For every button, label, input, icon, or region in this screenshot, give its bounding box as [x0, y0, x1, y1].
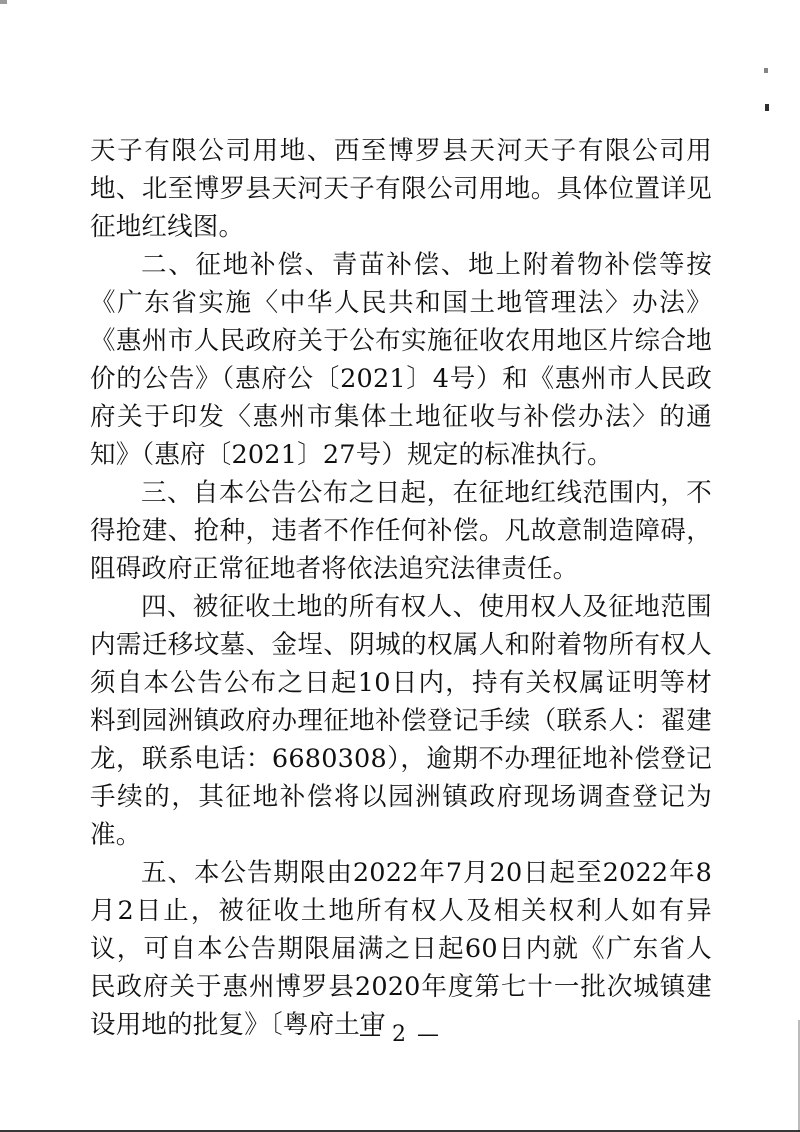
- page-number-footer: — 2 —: [359, 1022, 441, 1047]
- paragraph-item-four-registration-procedure: 四、被征收土地的所有权人、使用权人及征地范围内需迁移坟墓、金埕、阴城的权属人和附着物所有权人须自本公告公布之日起10日内，持有关权属证明等材料到园洲镇政府办理征地补偿登记手续（联系人：翟建龙，联系电话：6680308），逾期不办理征地补偿登记手续的，其征地补偿将以园洲镇政府现场调查登记为准。: [90, 592, 712, 850]
- scan-artifact-speck: [765, 104, 769, 111]
- paragraph-continuation-boundary-description: 天子有限公司用地、西至博罗县天河天子有限公司用地、北至博罗县天河天子有限公司用地。具体位置详见征地红线图。: [90, 136, 712, 242]
- document-body: [90, 132, 712, 1044]
- scan-artifact-speck: [0, 0, 7, 4]
- scan-artifact-speck: [764, 68, 768, 73]
- paragraph-item-five-announcement-period: 五、本公告期限由2022年7月20日起至2022年8月2日止，被征收土地所有权人及相关权利人如有异议，可自本公告期限届满之日起60日内就《广东省人民政府关于惠州博罗县2020年度第七十一批次城镇建设用地的批复》〔粤府土审: [90, 858, 712, 1040]
- paragraph-item-three-no-rush-building: 三、自本公告公布之日起，在征地红线范围内，不得抢建、抢种，违者不作任何补偿。凡故意制造障碍，阻碍政府正常征地者将依法追究法律责任。: [90, 478, 712, 584]
- paragraph-item-two-compensation-standards: 二、征地补偿、青苗补偿、地上附着物补偿等按《广东省实施〈中华人民共和国土地管理法〉办法》《惠州市人民政府关于公布实施征收农用地区片综合地价的公告》（惠府公〔2021〕4号）和《惠州市人民政府关于印发〈惠州市集体土地征收与补偿办法〉的通知》（惠府〔2021〕27号）规定的标准执行。: [90, 250, 712, 470]
